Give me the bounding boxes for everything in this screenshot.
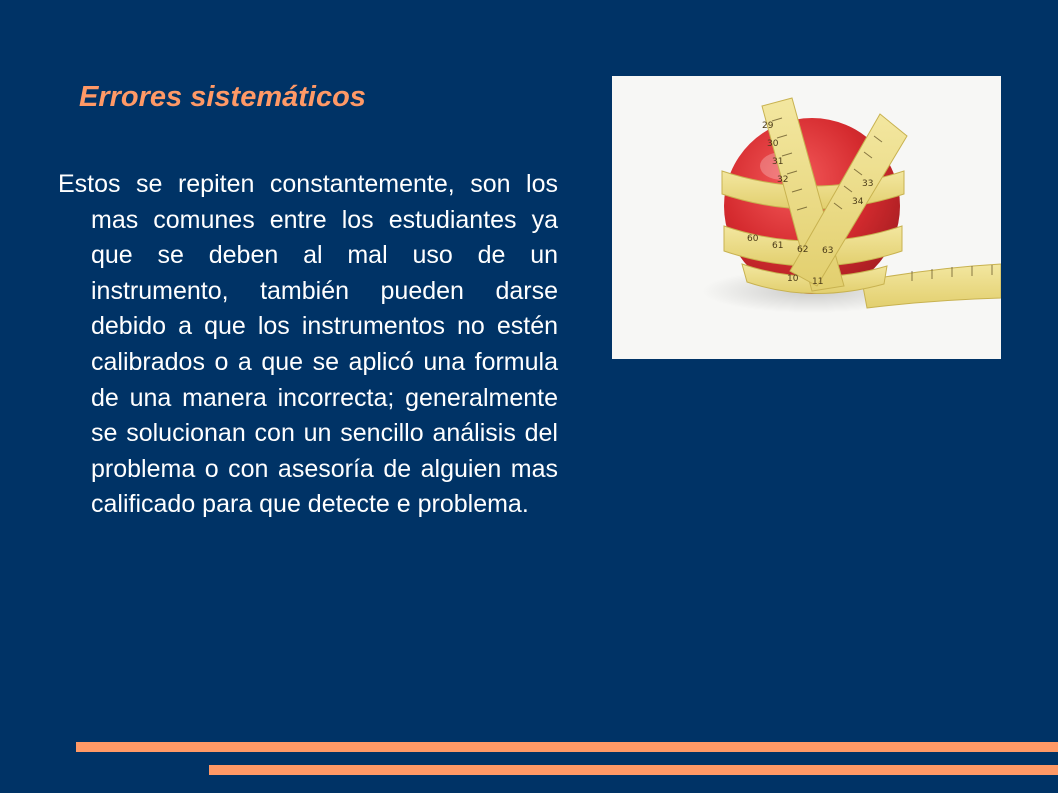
slide-body-text: Estos se repiten constantemente, son los mas comunes entre los estudiantes ya que se deben al mal uso de un instrumento, también pueden darse debido a que los instrumentos no estén calibrados o a que se aplicó una formula de una manera incorrecta; generalmente se solucionan con un sencillo análisis del problema o con asesoría de alguien mas calificado para que detecte e problema.	[58, 170, 558, 519]
tape-number: 29	[762, 121, 774, 131]
apple-tape-illustration	[612, 76, 1001, 359]
tape-number: 11	[812, 277, 824, 287]
tape-number: 62	[797, 245, 809, 255]
tape-number: 10	[787, 274, 799, 284]
tape-number: 33	[862, 179, 874, 189]
tape-number: 32	[777, 175, 789, 185]
accent-rule-upper	[76, 742, 1058, 752]
tape-number: 31	[772, 157, 784, 167]
apple-measuring-tape-image	[612, 76, 1001, 359]
accent-rule-lower	[209, 765, 1058, 775]
tape-number: 34	[852, 197, 864, 207]
tape-number: 60	[747, 234, 759, 244]
tape-number: 61	[772, 241, 784, 251]
slide-title: Errores sistemáticos	[79, 81, 366, 113]
tape-number: 63	[822, 246, 834, 256]
tape-number: 30	[767, 139, 779, 149]
